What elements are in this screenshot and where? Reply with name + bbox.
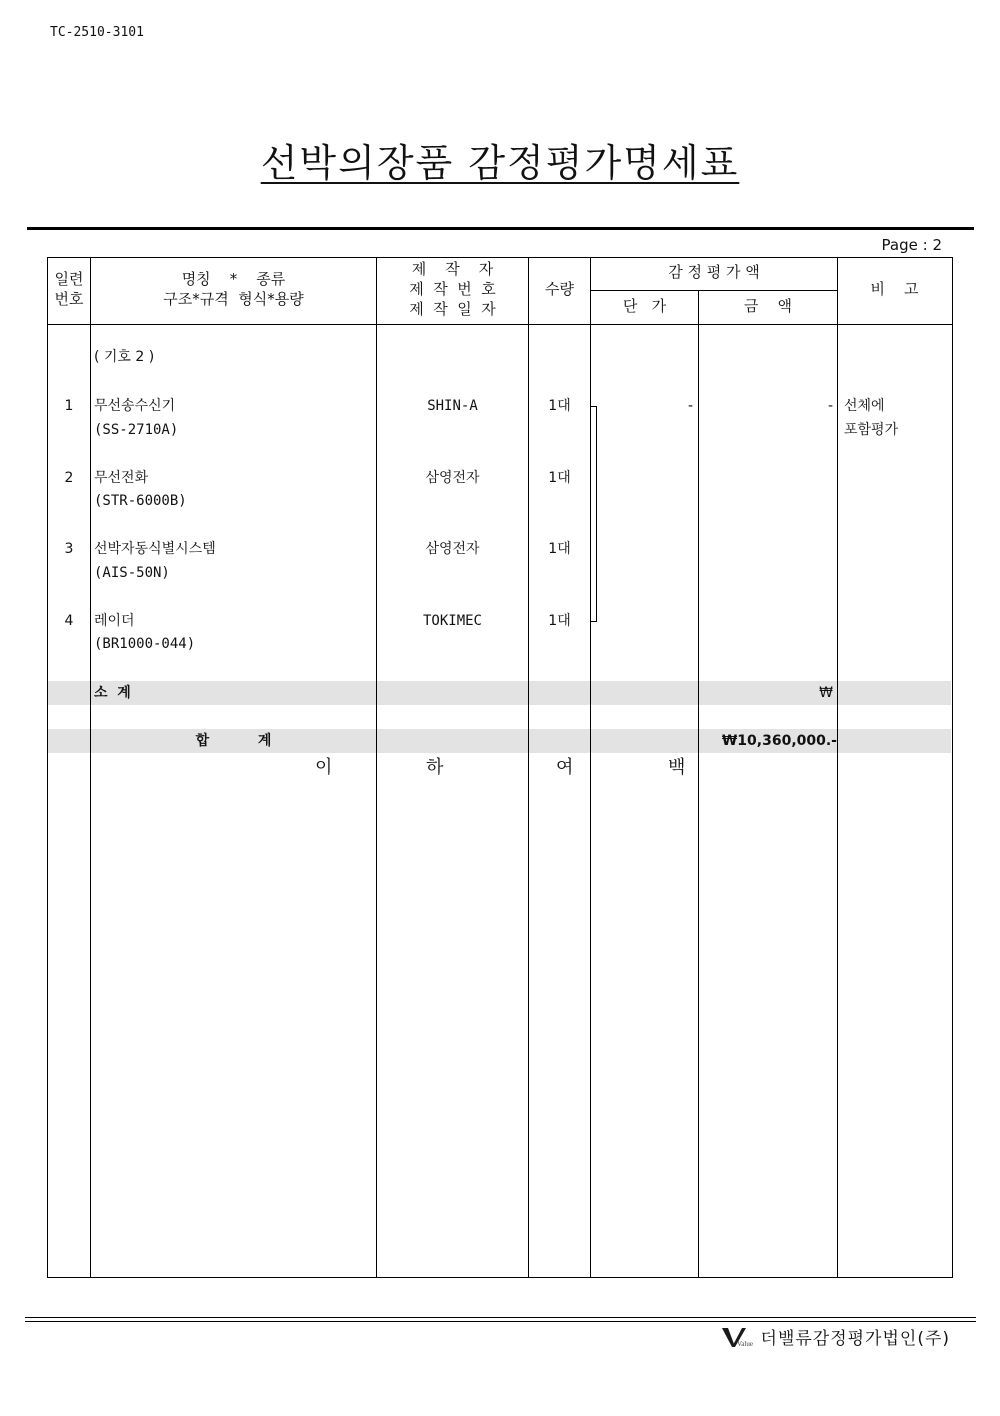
item-unit-price: - bbox=[687, 398, 693, 414]
header-maker-line2: 제 작 번 호 bbox=[409, 280, 496, 298]
item-remark: 선체에 bbox=[844, 398, 885, 414]
item-maker: TOKIMEC bbox=[422, 613, 482, 629]
item-model: (AIS-50N) bbox=[94, 565, 170, 581]
page-number: Page : 2 bbox=[881, 236, 942, 254]
header-unit-price: 단 가 bbox=[622, 297, 667, 315]
item-name: 무선전화 bbox=[94, 470, 149, 486]
section-label: ( 기호 2 ) bbox=[94, 349, 155, 365]
blank-marker-char: 이 bbox=[315, 757, 333, 778]
item-maker: 삼영전자 bbox=[425, 541, 480, 557]
document-code: TC-2510-3101 bbox=[50, 25, 144, 40]
blank-marker-char: 백 bbox=[668, 757, 686, 778]
header-appraisal: 감 정 평 가 액 bbox=[668, 263, 760, 281]
item-model: (BR1000-044) bbox=[94, 636, 196, 652]
item-no: 2 bbox=[64, 470, 74, 486]
document-title-wrap bbox=[0, 132, 1000, 187]
subtotal-amount: ₩ bbox=[819, 685, 833, 701]
header-serial bbox=[48, 269, 90, 309]
footer-rule bbox=[25, 1317, 976, 1318]
item-qty: 1대 bbox=[548, 541, 571, 557]
item-qty: 1대 bbox=[548, 398, 571, 414]
col-divider bbox=[90, 257, 91, 1278]
grouping-bracket bbox=[591, 406, 597, 622]
item-name: 레이더 bbox=[94, 613, 135, 629]
header-qty: 수량 bbox=[545, 280, 574, 298]
header-serial-line1: 일련 bbox=[54, 270, 84, 288]
item-model: (SS-2710A) bbox=[94, 422, 179, 438]
item-model: (STR-6000B) bbox=[94, 493, 187, 509]
item-maker: 삼영전자 bbox=[425, 470, 480, 486]
blank-marker-char: 여 bbox=[556, 757, 574, 778]
footer-rule bbox=[25, 1321, 976, 1322]
header-name bbox=[91, 269, 376, 309]
blank-marker-char: 하 bbox=[426, 757, 444, 778]
item-no: 4 bbox=[64, 613, 74, 629]
document-title: 선박의장품 감정평가명세표 bbox=[260, 141, 740, 185]
subtotal-label: 소 계 bbox=[94, 685, 131, 701]
item-remark: 포함평가 bbox=[844, 422, 899, 438]
header-bottom-rule bbox=[47, 324, 952, 325]
item-qty: 1대 bbox=[548, 470, 571, 486]
header-name-line2: 구조*규격 형식*용량 bbox=[163, 290, 304, 308]
item-maker: SHIN-A bbox=[427, 398, 478, 414]
col-divider bbox=[837, 257, 838, 1278]
item-no: 3 bbox=[64, 541, 74, 557]
item-no: 1 bbox=[64, 398, 74, 414]
item-name: 선박자동식별시스템 bbox=[94, 541, 216, 557]
top-rule bbox=[27, 227, 974, 230]
company-logo bbox=[720, 1326, 762, 1348]
svg-text:Value: Value bbox=[737, 1340, 753, 1348]
header-name-line1: 명칭 * 종류 bbox=[181, 270, 286, 288]
company-name: 더밸류감정평가법인(주) bbox=[760, 1329, 950, 1349]
item-name: 무선송수신기 bbox=[94, 398, 176, 414]
header-maker-line1: 제 작 자 bbox=[411, 260, 494, 278]
col-divider bbox=[698, 290, 699, 1278]
item-amount: - bbox=[827, 398, 833, 414]
header-sub-rule bbox=[590, 290, 837, 291]
total-label: 합 계 bbox=[195, 733, 272, 749]
header-maker bbox=[377, 259, 528, 319]
header-remarks: 비 고 bbox=[870, 280, 919, 298]
header-amount: 금 액 bbox=[743, 297, 793, 315]
header-maker-line3: 제 작 일 자 bbox=[409, 300, 496, 318]
total-amount: ₩10,360,000.- bbox=[721, 733, 837, 749]
item-qty: 1대 bbox=[548, 613, 571, 629]
header-serial-line2: 번호 bbox=[54, 290, 84, 308]
